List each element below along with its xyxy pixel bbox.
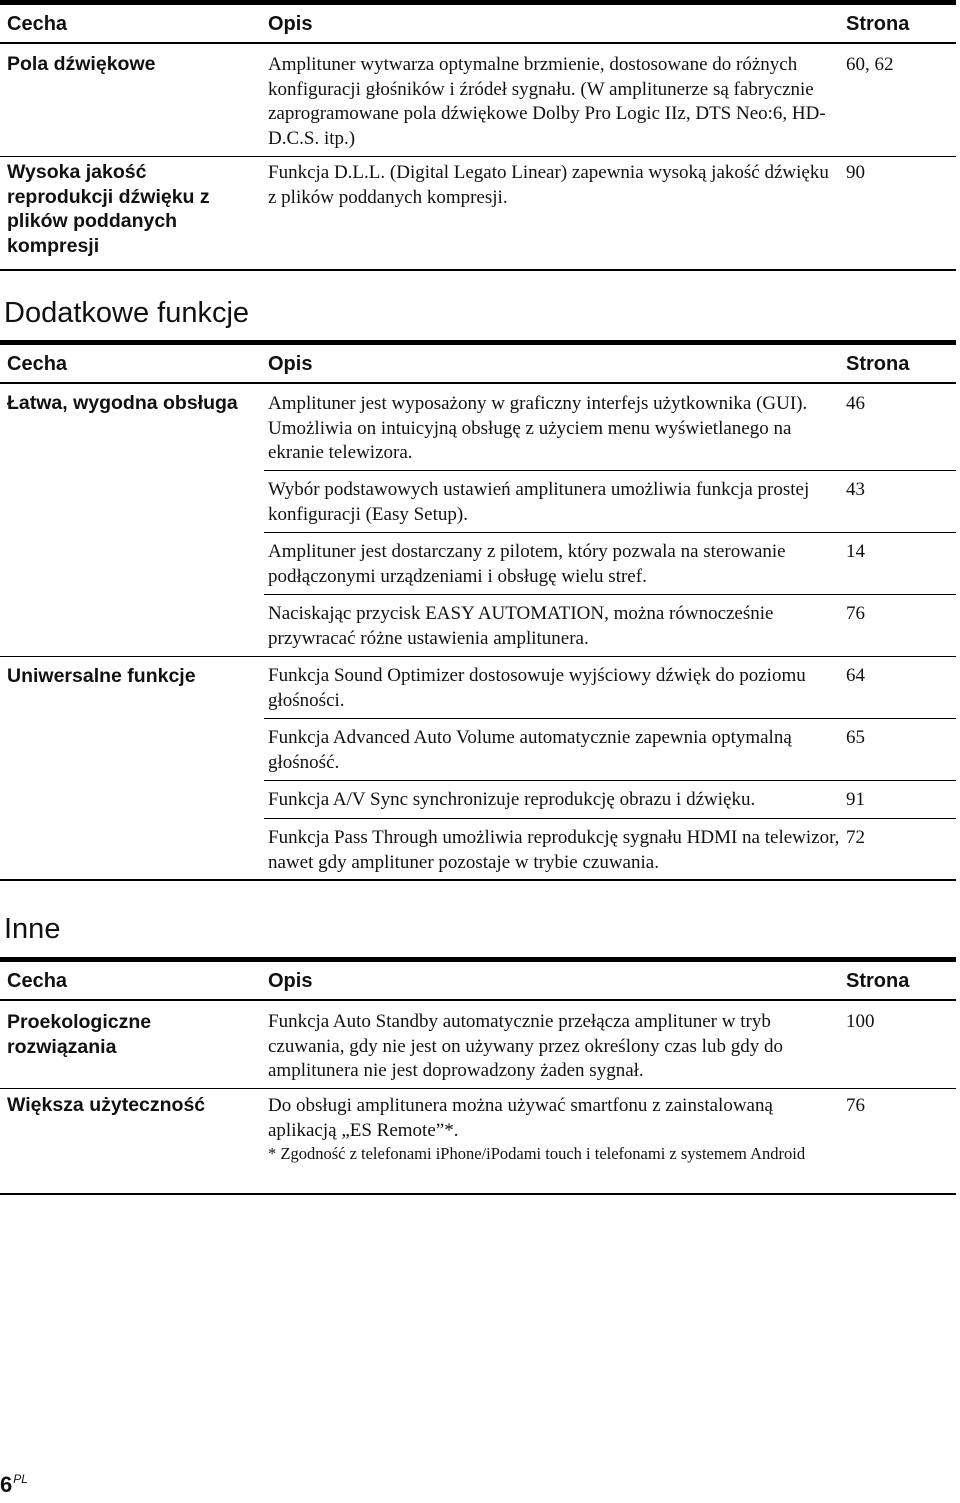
table-row — [264, 657, 956, 719]
feature-name: Większa użyteczność — [7, 1094, 206, 1116]
table-row — [264, 533, 956, 595]
page-reference: 72 — [846, 827, 865, 848]
table-row — [0, 1001, 956, 1089]
header-page: Strona — [846, 13, 910, 35]
feature-description: Amplituner jest wyposażony w graficzny interfejs użytkownika (GUI). Umożliwia on intuicyjną obsługę z użyciem menu wyświetlanego na ekranie telewizora. — [268, 393, 808, 463]
page-reference: 46 — [846, 393, 865, 414]
section-title-other: Inne — [4, 913, 61, 945]
header-page: Strona — [846, 970, 910, 992]
footnote: * Zgodność z telefonami iPhone/iPodami touch i telefonami z systemem Android — [268, 1144, 806, 1163]
feature-name: Uniwersalne funkcje — [7, 665, 196, 687]
table-row — [0, 1089, 956, 1195]
features-table-1 — [0, 0, 956, 271]
header-feature: Cecha — [7, 970, 68, 992]
feature-description: Funkcja A/V Sync synchronizuje reprodukcję obrazu i dźwięku. — [268, 789, 756, 810]
feature-description: Funkcja Auto Standby automatycznie przełącza amplituner w tryb czuwania, gdy nie jest on używany przez określony czas lub gdy do amplitunera nie jest doprowadzony żaden sygnał. — [268, 1011, 783, 1081]
feature-group-easy-operation — [0, 384, 956, 657]
section-title-additional-features: Dodatkowe funkcje — [4, 297, 250, 329]
feature-description: Funkcja D.L.L. (Digital Legato Linear) zapewnia wysoką jakość dźwięku z plików poddanych kompresji. — [268, 162, 829, 208]
page-reference: 76 — [846, 603, 865, 624]
feature-description: Wybór podstawowych ustawień amplitunera umożliwia funkcja prostej konfiguracji (Easy Setup). — [268, 479, 810, 525]
feature-description: Funkcja Pass Through umożliwia reprodukcję sygnału HDMI na telewizor, nawet gdy amplituner pozostaje w trybie czuwania. — [268, 827, 840, 873]
table-row — [264, 384, 956, 471]
feature-description: Naciskając przycisk EASY AUTOMATION, można równocześnie przywracać różne ustawienia amplitunera. — [268, 603, 774, 649]
feature-description-block — [268, 1094, 840, 1165]
page-reference: 14 — [846, 541, 865, 562]
page-number: 6 — [0, 1472, 13, 1497]
feature-description: Amplituner wytwarza optymalne brzmienie, dostosowane do różnych konfiguracji głośników i źródeł sygnału. (W amplitunerze są fabrycznie zaprogramowane pola dźwiękowe Dolby Pro Logic IIz, DTS Neo:6, HD-D.C.S. itp.) — [268, 54, 826, 149]
feature-description: Amplituner jest dostarczany z pilotem, który pozwala na sterowanie podłączonymi urządzeniami i obsługę wielu stref. — [268, 541, 786, 587]
page-reference: 100 — [846, 1011, 875, 1032]
page-reference: 65 — [846, 727, 865, 748]
header-description: Opis — [268, 353, 313, 375]
table-row — [264, 781, 956, 819]
feature-description: Do obsługi amplitunera można używać smartfonu z zainstalowaną aplikacją „ES Remote”*. — [268, 1095, 773, 1141]
header-description: Opis — [268, 970, 313, 992]
table-row — [0, 157, 956, 271]
page-reference: 60, 62 — [846, 54, 894, 75]
feature-name: Proekologiczne rozwiązania — [7, 1011, 152, 1058]
page-reference: 90 — [846, 162, 865, 183]
language-code: PL — [13, 1472, 28, 1486]
table-row — [264, 819, 956, 879]
header-description: Opis — [268, 13, 313, 35]
header-feature: Cecha — [7, 13, 68, 35]
table-header — [0, 340, 956, 384]
feature-group-universal-functions — [0, 657, 956, 881]
header-page: Strona — [846, 353, 910, 375]
page-reference: 43 — [846, 479, 865, 500]
page-reference: 76 — [846, 1095, 865, 1116]
feature-name: Pola dźwiękowe — [7, 53, 156, 75]
features-table-3 — [0, 957, 956, 1195]
table-row — [264, 719, 956, 781]
table-header — [0, 0, 956, 44]
table-header — [0, 957, 956, 1001]
feature-description: Funkcja Sound Optimizer dostosowuje wyjściowy dźwięk do poziomu głośności. — [268, 665, 806, 711]
page-reference: 91 — [846, 789, 865, 810]
header-feature: Cecha — [7, 353, 68, 375]
feature-description: Funkcja Advanced Auto Volume automatycznie zapewnia optymalną głośność. — [268, 727, 792, 773]
page-footer — [0, 1472, 28, 1498]
feature-name: Wysoka jakość reprodukcji dźwięku z plików poddanych kompresji — [7, 161, 210, 257]
features-table-2 — [0, 340, 956, 881]
page-reference: 64 — [846, 665, 865, 686]
table-row — [264, 595, 956, 656]
feature-name: Łatwa, wygodna obsługa — [7, 392, 238, 414]
table-row — [0, 44, 956, 157]
table-row — [264, 471, 956, 533]
